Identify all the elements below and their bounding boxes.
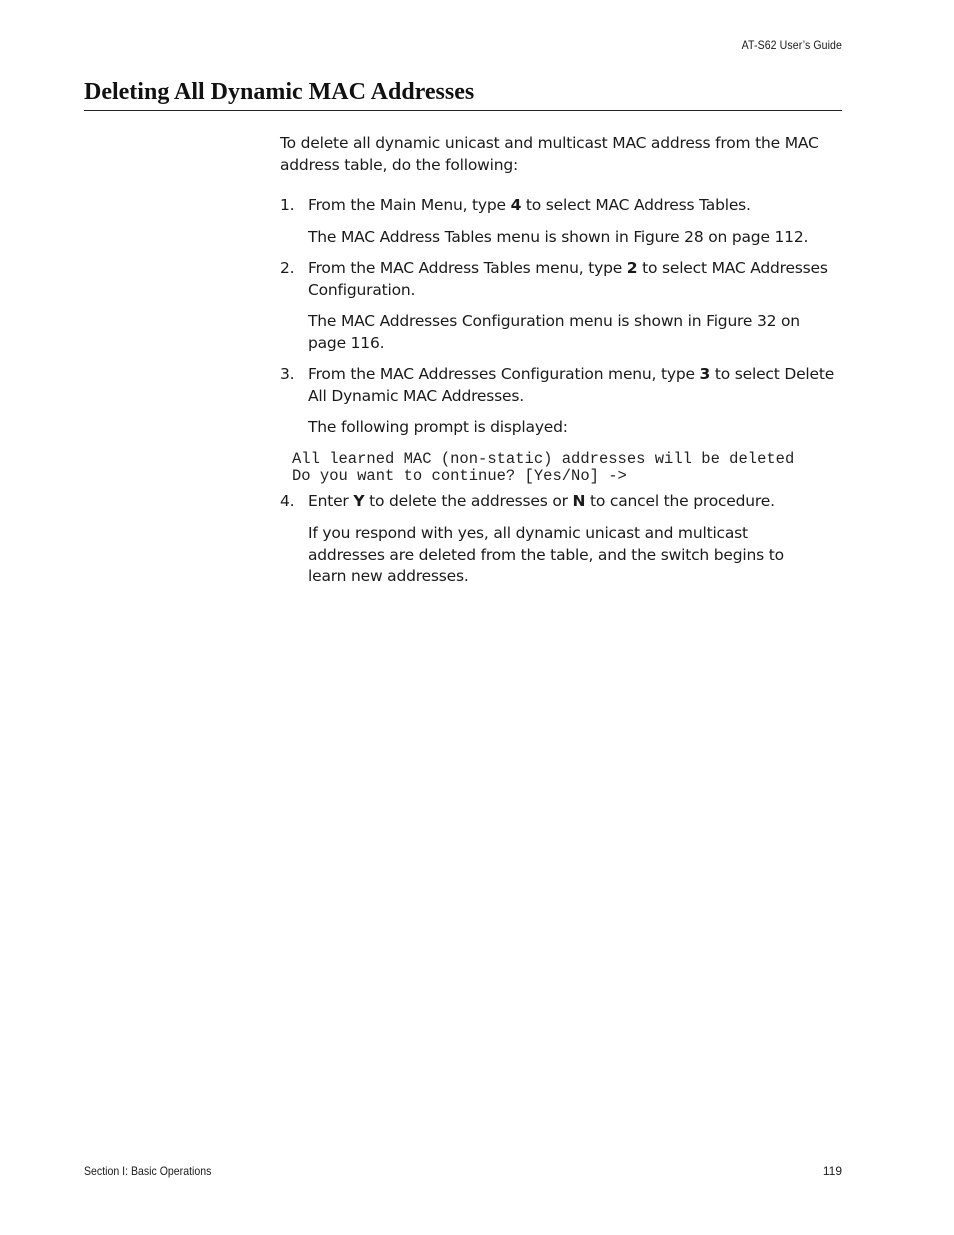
step-4-instruction: Enter Y to delete the addresses or N to cancel the procedure. <box>308 492 775 510</box>
step-3-number: 3. <box>280 365 295 383</box>
step-3-instruction: From the MAC Addresses Configuration menu, type 3 to select Delete All Dynamic MAC Addresses. <box>308 365 835 405</box>
running-header: AT-S62 User’s Guide <box>741 38 842 52</box>
prompt-line-1: All learned MAC (non-static) addresses will be deleted <box>292 450 795 468</box>
section-title: Deleting All Dynamic MAC Addresses <box>84 79 475 105</box>
step-1-note: The MAC Address Tables menu is shown in Figure 28 on page 112. <box>308 228 809 246</box>
step-1-instruction: From the Main Menu, type 4 to select MAC Address Tables. <box>308 196 751 214</box>
step-4-number: 4. <box>280 492 295 510</box>
running-footer: Section I: Basic Operations <box>84 1164 212 1178</box>
step-4-key-yes: Y <box>353 492 365 510</box>
step-2-number: 2. <box>280 259 295 277</box>
step-2-instruction: From the MAC Address Tables menu, type 2 to select MAC Addresses Configuration. <box>308 259 828 299</box>
step-4-note: If you respond with yes, all dynamic unicast and multicast addresses are deleted from the table, and the switch begins to learn new addresses. <box>308 524 784 585</box>
step-4-key-no: N <box>572 492 586 510</box>
step-2-key: 2 <box>626 259 638 277</box>
intro-paragraph: To delete all dynamic unicast and multicast MAC address from the MAC address table, do the following: <box>280 134 819 174</box>
title-rule <box>84 110 842 111</box>
prompt-code-block <box>292 451 794 485</box>
step-1-number: 1. <box>280 196 295 214</box>
prompt-line-2: Do you want to continue? [Yes/No] -> <box>292 467 627 485</box>
step-3-key: 3 <box>699 365 711 383</box>
step-2-note: The MAC Addresses Configuration menu is shown in Figure 32 on page 116. <box>308 312 800 352</box>
step-1-key: 4 <box>510 196 522 214</box>
step-3-note: The following prompt is displayed: <box>308 418 568 436</box>
page-number: 119 <box>822 1164 842 1178</box>
